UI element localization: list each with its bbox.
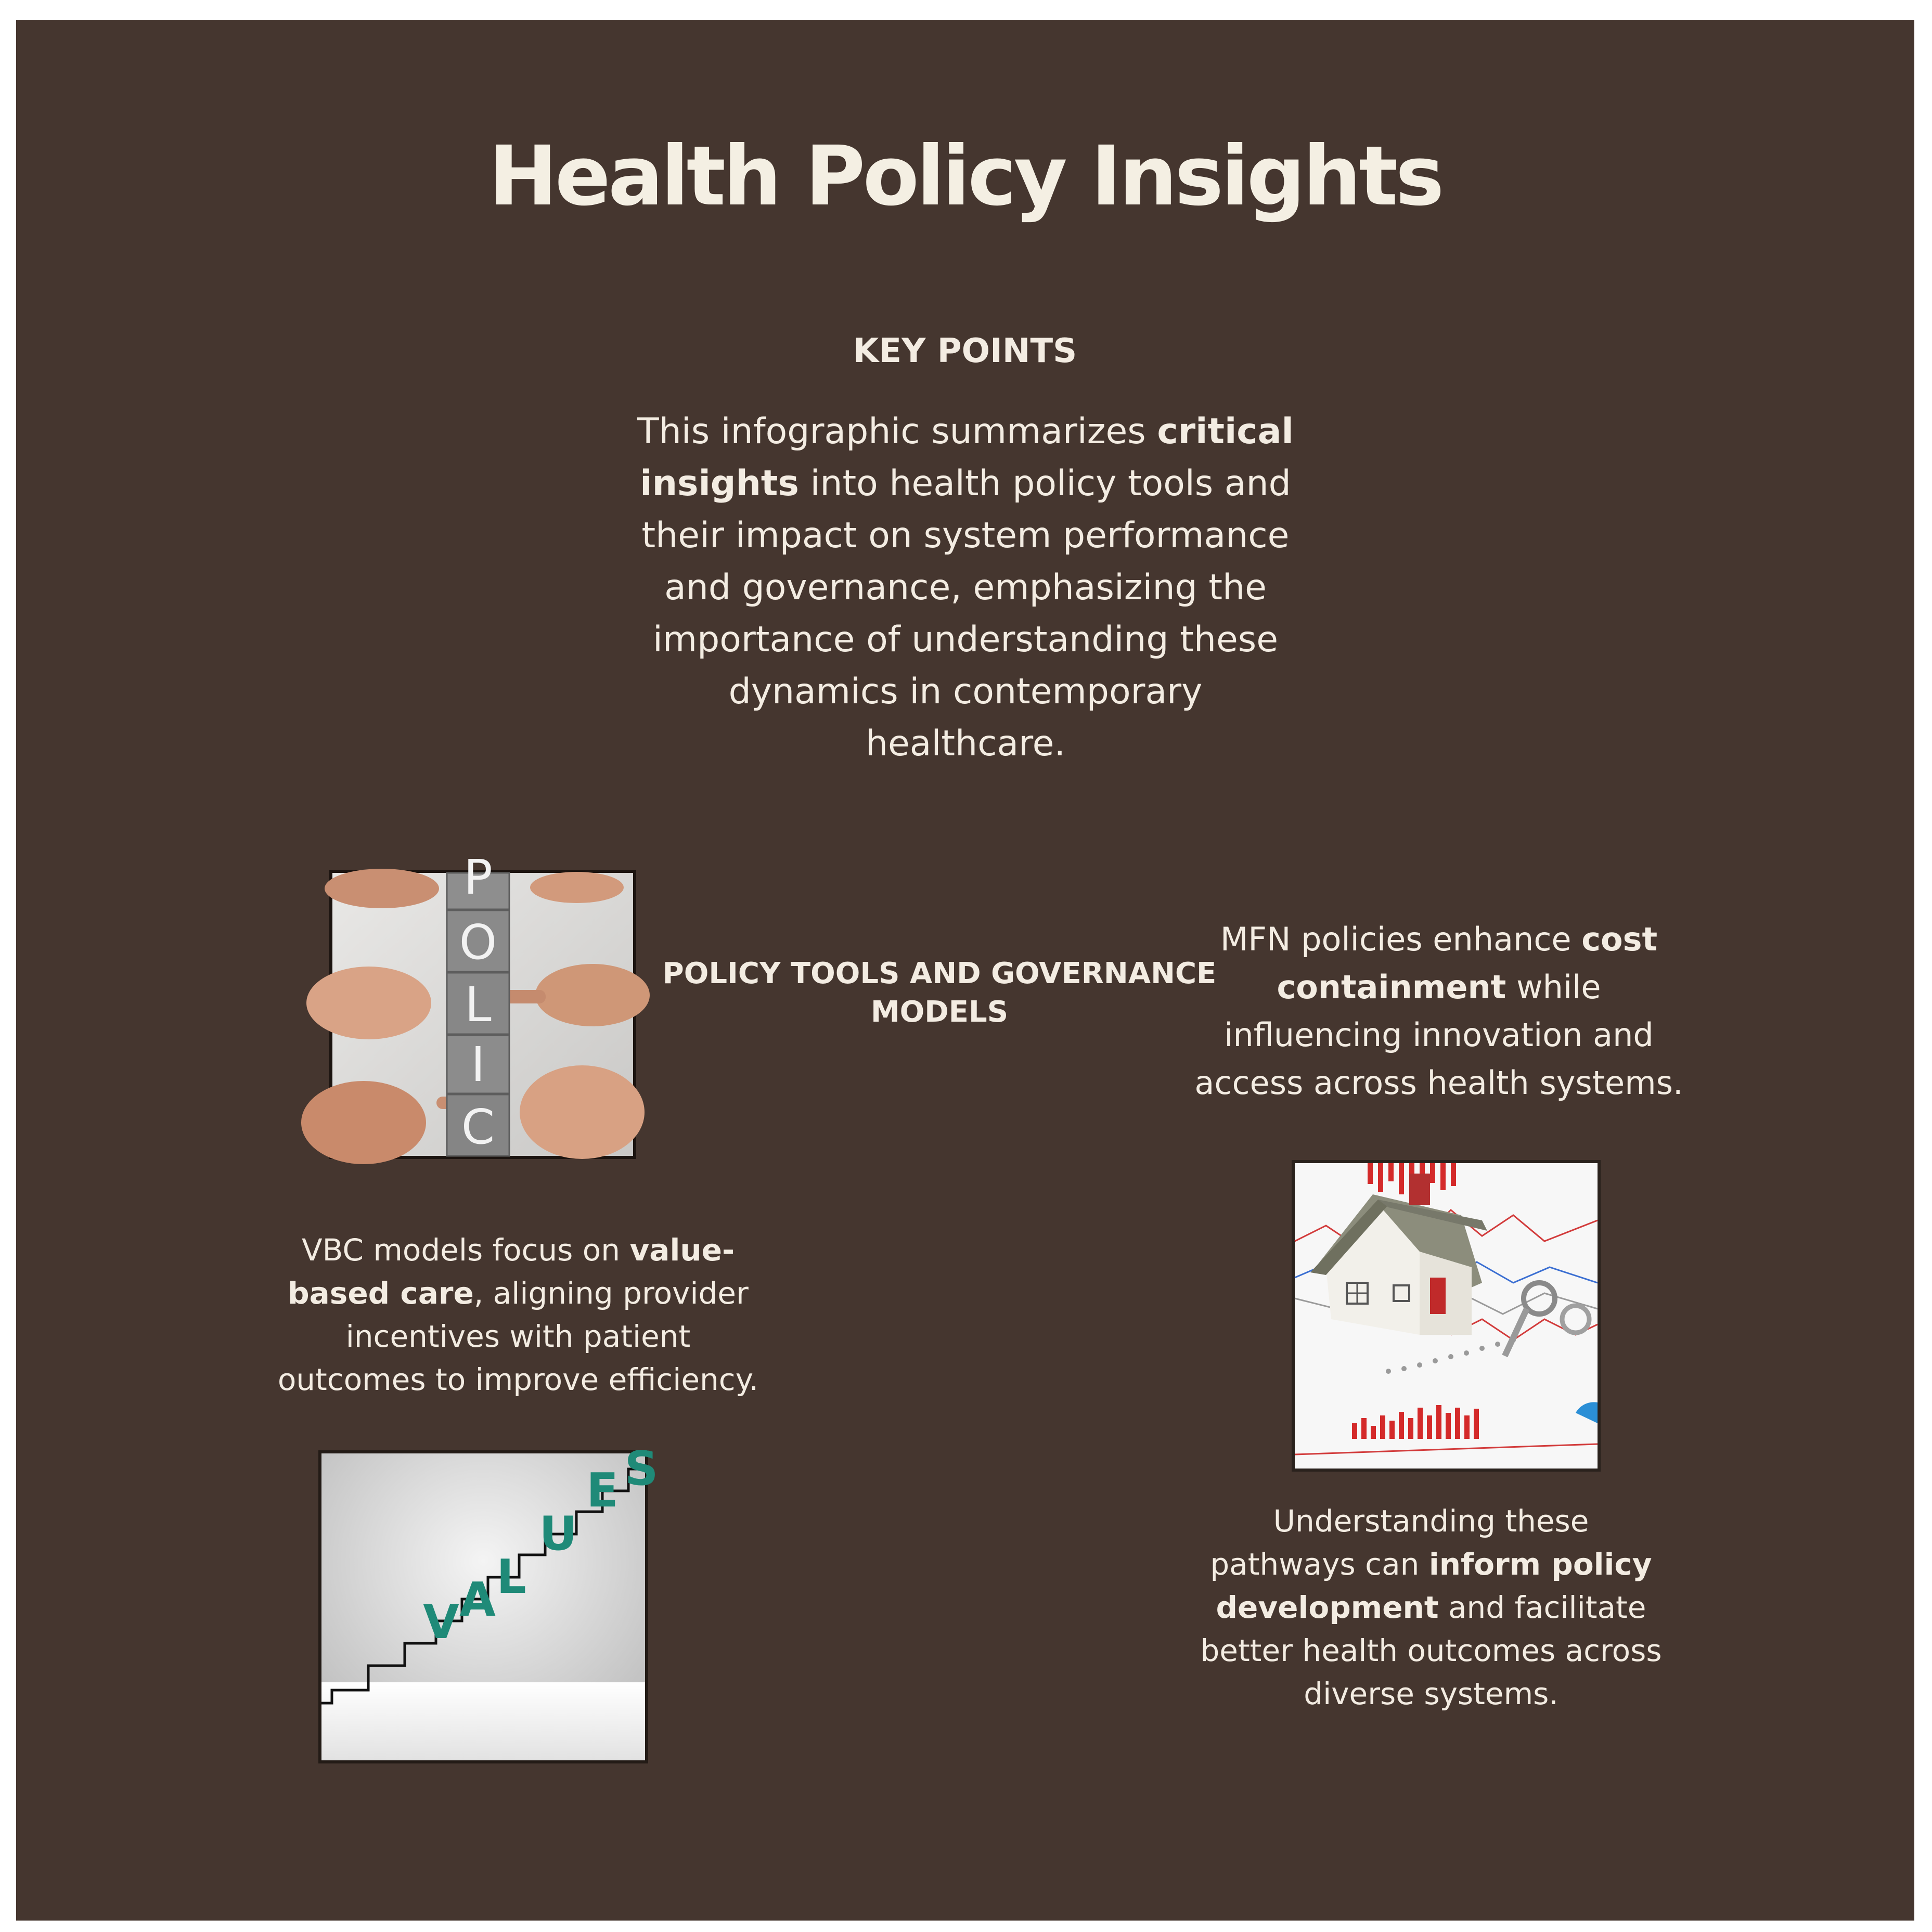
values-letter: V (423, 1595, 459, 1650)
values-letter: L (496, 1550, 526, 1604)
mfn-paragraph (1189, 916, 1689, 1107)
policy-letter: P (463, 849, 493, 905)
mfn-text-bold: cost containment (1277, 920, 1658, 1006)
page-title: Health Policy Insights (488, 128, 1442, 224)
values-letter: A (459, 1573, 496, 1627)
vbc-text-start: VBC models focus on (301, 1232, 630, 1268)
house-charts-image (1292, 1160, 1601, 1472)
values-letter: E (586, 1463, 619, 1518)
understanding-text-bold: inform policy development (1216, 1547, 1652, 1625)
understanding-paragraph (1197, 1500, 1665, 1716)
intro-text-start: This infographic summarizes (637, 411, 1157, 452)
values-letter: U (539, 1506, 577, 1561)
vbc-text-end: , aligning provider incentives with patient outcomes to improve efficiency. (277, 1276, 759, 1397)
policy-letter: I (471, 1037, 485, 1092)
vbc-text-bold: value-based care (288, 1232, 735, 1311)
key-points-heading: KEY POINTS (853, 332, 1077, 370)
policy-tools-heading: POLICY TOOLS AND GOVERNANCE MODELS (662, 957, 1217, 1029)
intro-text-end: into health policy tools and their impact on system performance and governance, emphasizing the importance of understanding these dynamics in contemporary healthcare. (641, 463, 1291, 764)
infographic-poster (16, 20, 1914, 1921)
intro-text-bold: critical insights (640, 411, 1294, 504)
values-letter: S (624, 1441, 659, 1496)
vbc-paragraph (276, 1229, 760, 1401)
key-points-intro (630, 406, 1301, 770)
policy-letter: C (461, 1099, 495, 1155)
mfn-text-start: MFN policies enhance (1220, 920, 1582, 958)
understanding-text-start: Understanding these pathways can (1210, 1503, 1589, 1582)
policy-letter: L (465, 977, 492, 1033)
policy-blocks-image (329, 849, 636, 1159)
mfn-text-end: while influencing innovation and access across health systems. (1194, 968, 1683, 1102)
policy-letter: O (459, 915, 497, 970)
understanding-text-end: and facilitate better health outcomes across diverse systems. (1200, 1590, 1662, 1711)
values-staircase-image (318, 1441, 659, 1763)
